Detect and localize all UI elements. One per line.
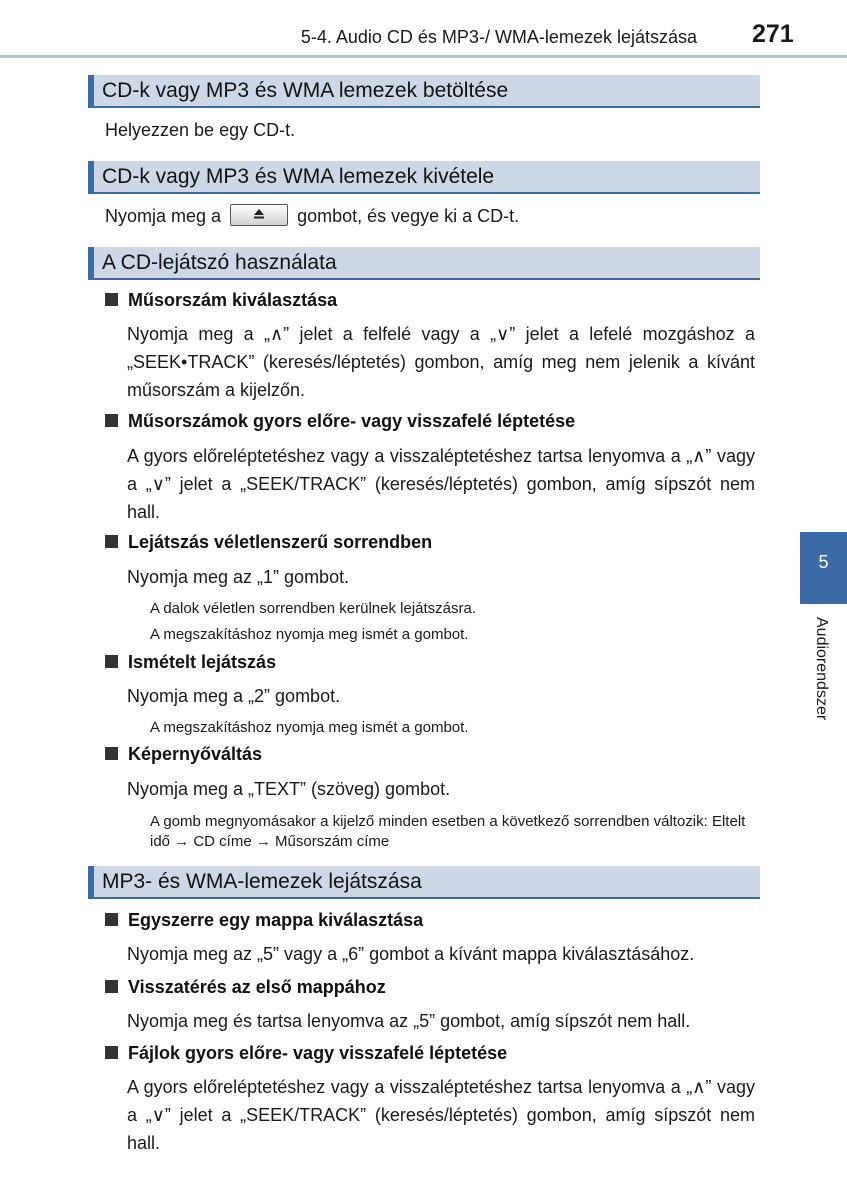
subheading-fast-seek: Műsorszámok gyors előre- vagy visszafelé léptetése	[105, 411, 575, 432]
subheading-folder-select: Egyszerre egy mappa kiválasztása	[105, 910, 423, 931]
page-number: 271	[752, 20, 794, 48]
section-title: CD-k vagy MP3 és WMA lemezek betöltése	[102, 79, 509, 102]
square-bullet-icon	[105, 655, 118, 668]
section-accent-bar	[88, 866, 94, 897]
square-bullet-icon	[105, 414, 118, 427]
section-accent-bar	[88, 247, 94, 278]
section-header-mp3-wma	[88, 866, 760, 899]
subheading-repeat: Ismételt lejátszás	[105, 652, 276, 673]
eject-button	[230, 204, 288, 226]
display-note: A gomb megnyomásakor a kijelző minden esetben a következő sorrendben változik: Eltelt idő → CD címe → Műsorszám címe	[150, 813, 746, 850]
square-bullet-icon	[105, 535, 118, 548]
header-rule	[0, 55, 847, 58]
file-seek-text: A gyors előreléptetéshez vagy a visszaléptetéshez tartsa lenyomva a „∧” vagy a „∨” jelet a „SEEK/TRACK” (keresés/léptetés) gombon, amíg sípszót nem hall.	[127, 1077, 755, 1153]
random-note-1: A dalok véletlen sorrendben kerülnek lejátszásra.	[150, 600, 477, 617]
square-bullet-icon	[105, 293, 118, 306]
section-header-loading	[88, 75, 760, 108]
running-header: 5-4. Audio CD és MP3-/ WMA-lemezek lejátszása	[300, 27, 697, 47]
square-bullet-icon	[105, 913, 118, 926]
repeat-text: Nyomja meg a „2” gombot.	[127, 686, 341, 706]
eject-text	[105, 202, 519, 230]
section-accent-bar	[88, 161, 94, 192]
subheading-first-folder: Visszatérés az első mappához	[105, 977, 386, 998]
first-folder-text: Nyomja meg és tartsa lenyomva az „5” gombot, amíg sípszót nem hall.	[127, 1011, 691, 1031]
subheading-track-select: Műsorszám kiválasztása	[105, 290, 337, 311]
section-title: A CD-lejátszó használata	[102, 251, 337, 274]
section-header-eject	[88, 161, 760, 194]
subheading-random: Lejátszás véletlenszerű sorrendben	[105, 532, 432, 553]
chapter-label: Audiorendszer	[813, 617, 830, 721]
random-text: Nyomja meg az „1” gombot.	[127, 567, 350, 587]
random-note-2: A megszakításhoz nyomja meg ismét a gombot.	[150, 626, 469, 643]
section-title: MP3- és WMA-lemezek lejátszása	[102, 870, 422, 893]
chapter-tab	[800, 532, 847, 604]
repeat-note: A megszakításhoz nyomja meg ismét a gombot.	[150, 719, 469, 736]
fast-seek-text: A gyors előreléptetéshez vagy a visszaléptetéshez tartsa lenyomva a „∧” vagy a „∨” jelet a „SEEK/TRACK” (keresés/léptetés) gombon, amíg sípszót nem hall.	[127, 446, 755, 522]
section-accent-bar	[88, 75, 94, 106]
chapter-number: 5	[818, 552, 829, 572]
section-title: CD-k vagy MP3 és WMA lemezek kivétele	[102, 165, 495, 188]
square-bullet-icon	[105, 1046, 118, 1059]
subheading-file-seek: Fájlok gyors előre- vagy visszafelé léptetése	[105, 1043, 507, 1064]
eject-icon	[253, 209, 265, 219]
section-header-cd-player	[88, 247, 760, 280]
display-text: Nyomja meg a „TEXT” (szöveg) gombot.	[127, 779, 451, 799]
subheading-display: Képernyőváltás	[105, 744, 262, 765]
eject-text-before: Nyomja meg a	[105, 206, 222, 226]
eject-text-after: gombot, és vegye ki a CD-t.	[297, 206, 520, 226]
square-bullet-icon	[105, 980, 118, 993]
loading-text: Helyezzen be egy CD-t.	[105, 120, 296, 140]
square-bullet-icon	[105, 747, 118, 760]
track-select-text: Nyomja meg a „∧” jelet a felfelé vagy a „∨” jelet a lefelé mozgáshoz a „SEEK•TRACK” (keresés/léptetés) gombon, amíg meg nem jelenik a kívánt műsorszám a kijelzőn.	[127, 324, 755, 400]
folder-select-text: Nyomja meg az „5” vagy a „6” gombot a kívánt mappa kiválasztásához.	[127, 944, 695, 964]
